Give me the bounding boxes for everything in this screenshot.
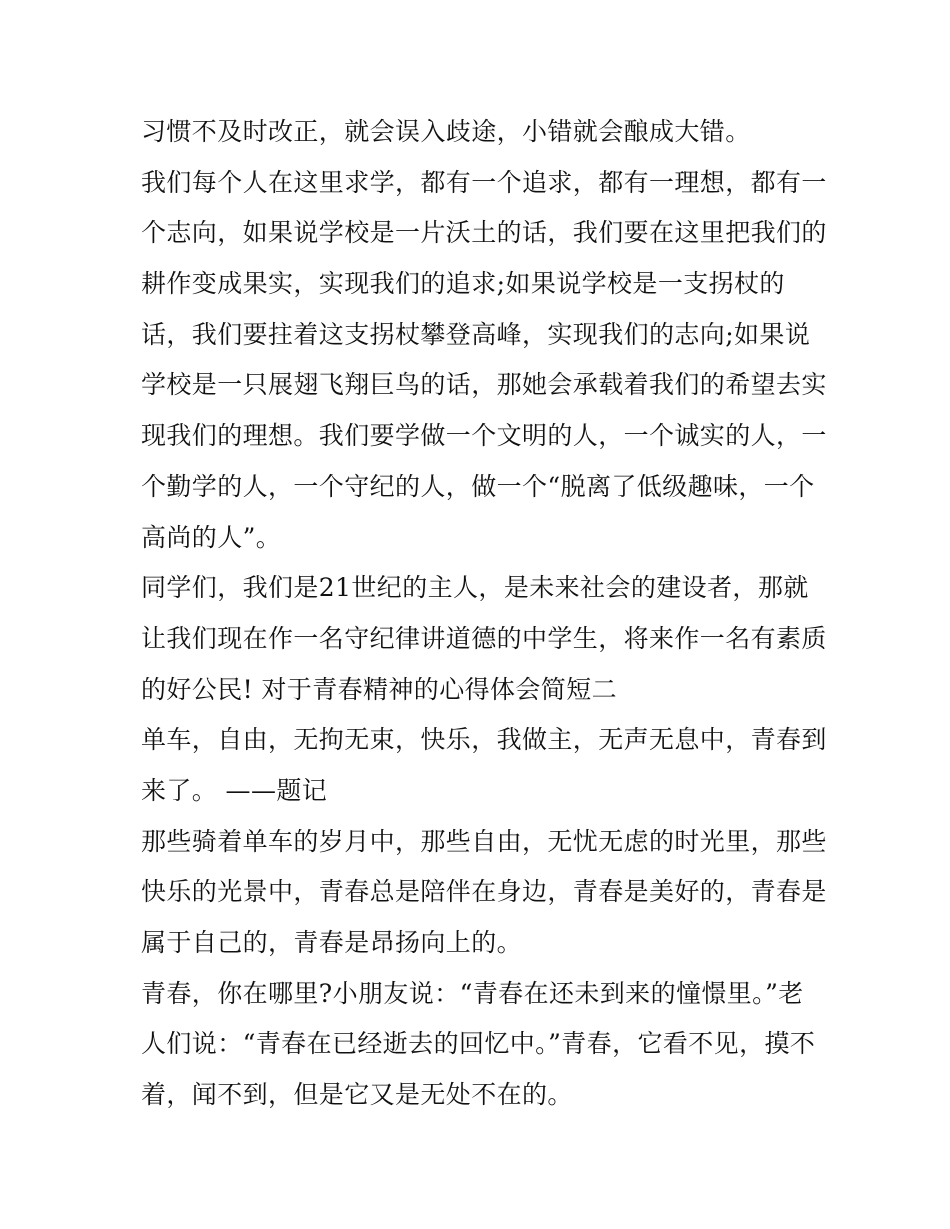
text-line: 高尚的人”。	[141, 522, 282, 552]
text-line: 个志向，如果说学校是一片沃土的话，我们要在这里把我们的	[141, 218, 827, 248]
text-line: 耕作变成果实，实现我们的追求;如果说学校是一支拐杖的	[141, 269, 785, 299]
text-line: 学校是一只展翅飞翔巨鸟的话，那她会承载着我们的希望去实	[141, 370, 827, 400]
epigraph-line: 来了。 ——题记	[141, 775, 328, 805]
text-line: 那些骑着单车的岁月中，那些自由，无忧无虑的时光里，那些	[141, 826, 827, 856]
text-line: 同学们，我们是21世纪的主人，是未来社会的建设者，那就	[141, 573, 809, 603]
text-line: 快乐的光景中，青春总是陪伴在身边，青春是美好的，青春是	[141, 877, 827, 907]
text-line: 习惯不及时改正，就会误入歧途，小错就会酿成大错。	[141, 117, 751, 146]
section-heading-line: 的好公民! 对于青春精神的心得体会简短二	[141, 674, 617, 704]
text-line: 青春，你在哪里?小朋友说：“青春在还未到来的憧憬里。”老	[141, 978, 804, 1008]
text-line: 着，闻不到，但是它又是无处不在的。	[141, 1080, 573, 1110]
text-line: 个勤学的人，一个守纪的人，做一个“脱离了低级趣味，一个	[141, 471, 815, 501]
text-line: 现我们的理想。我们要学做一个文明的人，一个诚实的人，一	[141, 421, 827, 451]
text-line: 人们说：“青春在已经逝去的回忆中。”青春，它看不见，摸不	[141, 1029, 816, 1059]
body-text	[141, 107, 827, 1121]
text-line: 属于自己的，青春是昂扬向上的。	[141, 928, 523, 957]
text-line: 我们每个人在这里求学，都有一个追求，都有一理想，都有一	[141, 167, 827, 197]
text-line: 让我们现在作一名守纪律讲道德的中学生，将来作一名有素质	[141, 623, 827, 653]
text-line: 话，我们要拄着这支拐杖攀登高峰，实现我们的志向;如果说	[141, 319, 811, 349]
text-line: 单车，自由，无拘无束，快乐，我做主，无声无息中，青春到	[141, 725, 827, 755]
